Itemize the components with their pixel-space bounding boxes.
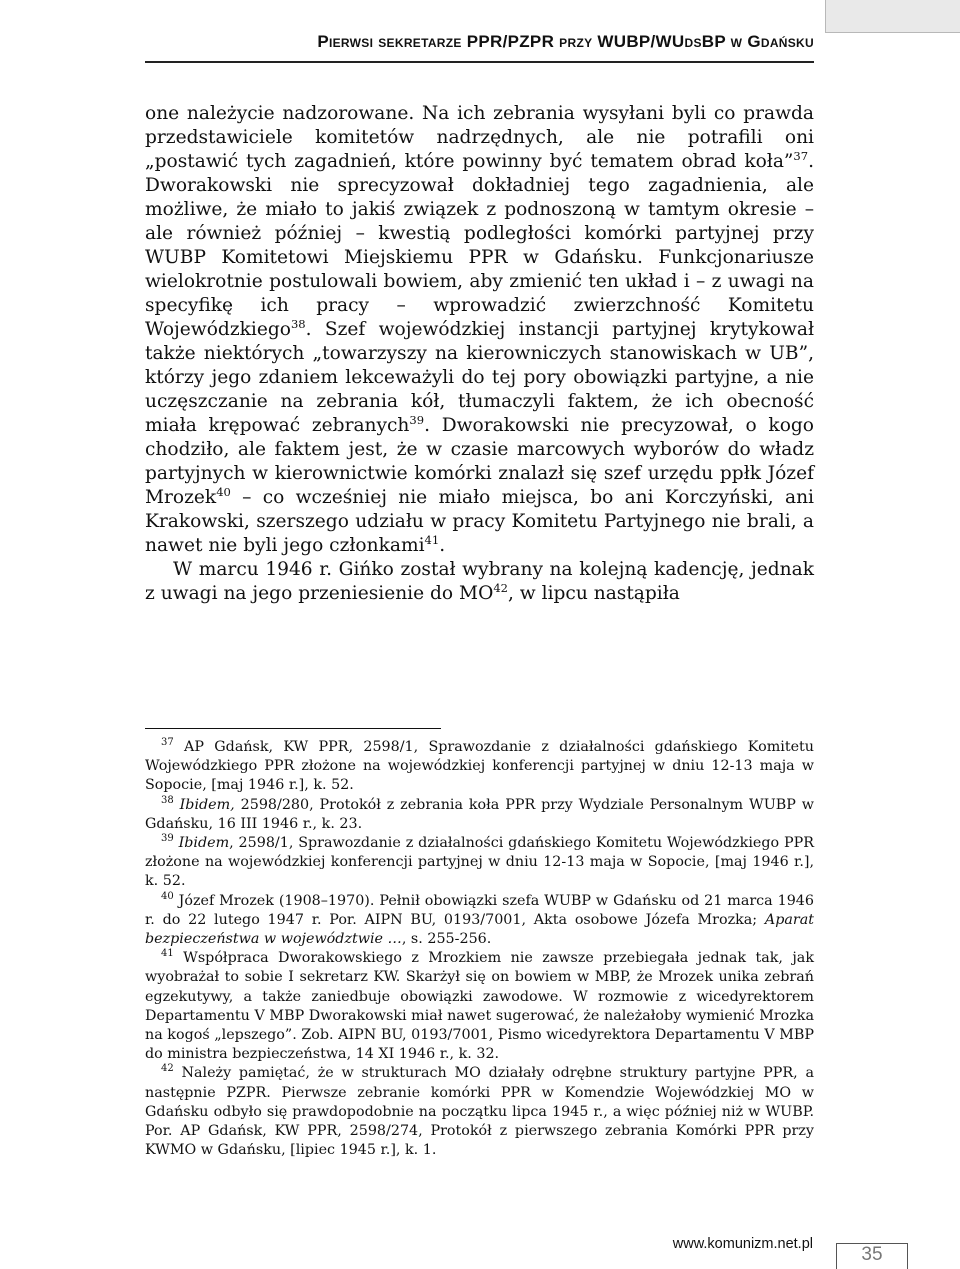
footnote-ref-41: 41	[161, 948, 174, 960]
italic-text: Ibidem	[178, 835, 230, 852]
header-corner-decoration	[825, 0, 960, 33]
paragraph-2: W marcu 1946 r. Gińko został wybrany na kolejną kadencję, jednak z uwagi na jego przeniesienie do MO$^{42}$, w lipcu nastąpiła	[145, 559, 814, 604]
footnote-42: $^{42}$ Należy pamiętać, że w strukturach MO działały odrębne struktury partyjne PPR, a następnie PZPR. Pierwsze zebranie komórki PPR w Komendzie Wojewódzkiej MO w Gdańsku odbyło się prawdopodobnie na początku lipca 1945 r., a więc później niż w WUBP. Por. AP Gdańsk, KW PPR, 2598/274, Protokół z pierwszego zebrania Komórki PPR przy KWMO w Gdańsku, [lipiec 1945 r.], k. 1.	[145, 1063, 814, 1159]
footnote-39: $^{39}$ Ibidem, 2598/1, Sprawozdanie z działalności gdańskiego Komitetu Wojewódzkiego PPR złożone na wojewódzkiej konferencji partyjnej w dniu 12-13 maja w Sopocie, [maj 1946 r.], k. 52.	[145, 833, 814, 890]
footnote-40: $^{40}$ Józef Mrozek (1908–1970). Pełnił obowiązki szefa WUBP w Gdańsku od 21 marca 1946 r. do 22 lutego 1947 r. Por. AIPN BU, 0193/7001, Akta osobowe Józefa Mrozka; Aparat bezpieczeństwa w województwie …, s. 255-256.	[145, 890, 814, 948]
page-number: 35	[861, 1244, 883, 1265]
footnote-41: $^{41}$ Współpraca Dworakowskiego z Mrozkiem nie zawsze przebiegała jednak tak, jak wyobrażał to sobie I sekretarz KW. Skarżył się on bowiem w MBP, że Mrozek unika zebrań egzekutywy, a także zaniedbuje obowiązki zawodowe. W rozmowie z wicedyrektorem Departamentu V MBP Dworakowski miał nawet sugerować, że należałoby wymienić Mrozka na kogoś „lepszego”. Zob. AIPN BU, 0193/7001, Pismo wicedyrektora Departamentu V MBP do ministra bezpieczeństwa, 14 XI 1946 r., k. 32.	[145, 948, 814, 1063]
footnote-ref-42: 42	[161, 1063, 174, 1075]
footnote-ref-38: 38	[161, 794, 174, 806]
italic-text: Aparat bezpieczeństwa w województwie …	[145, 911, 814, 948]
footnote-38: $^{38}$ Ibidem, 2598/280, Protokół z zebrania koła PPR przy Wydziale Personalnym WUBP w Gdańsku, 16 III 1946 r., k. 23.	[145, 794, 814, 832]
footnote-ref-39: 39	[161, 833, 174, 845]
footnotes	[145, 738, 814, 1160]
running-header-title: Pierwsi sekretarze PPR/PZPR przy WUBP/WUdsBP w Gdańsku	[317, 32, 814, 51]
footnote-ref-37: 37	[161, 737, 174, 749]
footnote-ref-40: 40	[216, 484, 231, 499]
site-url: www.komunizm.net.pl	[672, 1236, 813, 1252]
italic-text: Ibidem,	[179, 796, 235, 813]
footnote-ref-38: 38	[290, 316, 306, 331]
footnote-37: $^{37}$ AP Gdańsk, KW PPR, 2598/1, Sprawozdanie z działalności gdańskiego Komitetu Wojewódzkiego PPR złożone na wojewódzkiej konferencji partyjnej w dniu 12-13 maja w Sopocie, [maj 1946 r.], k. 52.	[145, 737, 814, 794]
footnote-separator	[145, 728, 441, 729]
header-rule	[145, 61, 814, 63]
footnote-ref-37: 37	[793, 148, 809, 163]
paragraph-1: one należycie nadzorowane. Na ich zebrania wysyłani byli co prawda przedstawiciele komitetów nadrzędnych, ale nie potrafili oni „postawić tych zagadnień, które powinny być tematem obrad koła”$^{37}$. Dworakowski nie sprecyzował dokładniej tego zagadnienia, ale możliwe, że miało to jakiś związek z podnoszoną w tamtym okresie – ale również później – kwestią podległości komórki partyjnej przy WUBP Komitetowi Miejskiemu PPR w Gdańsku. Funkcjonariusze wielokrotnie postulowali bowiem, aby zmienić ten układ i – z uwagi na specyfikę ich pracy – wprowadzić zwierzchność Komitetu Wojewódzkiego$^{38}$. Szef wojewódzkiej instancji partyjnej krytykował także niektórych „towarzyszy na kierowniczych stanowiskach w UB”, którzy jego zdaniem lekceważyli do tej pory obowiązki partyjne, a nie uczęszczanie na zebrania kół, tłumaczyli faktem, że ich obecność miała krępować zebranych$^{39}$. Dworakowski nie precyzował, o kogo chodziło, ale faktem jest, że w czasie marcowych wyborów do władz partyjnych w kierownictwie komórki znalazł się szef urzędu ppłk Józef Mrozek$^{40}$ – co wcześniej nie miało miejsca, bo ani Korczyński, ani Krakowski, szerszego udziału w pracy Komitetu Partyjnego nie brali, a nawet nie byli jego członkami$^{41}$.	[145, 103, 814, 556]
main-text	[145, 102, 814, 606]
footnote-ref-42: 42	[493, 580, 508, 595]
footnote-ref-39: 39	[409, 412, 425, 427]
footnote-ref-40: 40	[161, 890, 174, 902]
footnote-ref-41: 41	[424, 532, 440, 547]
